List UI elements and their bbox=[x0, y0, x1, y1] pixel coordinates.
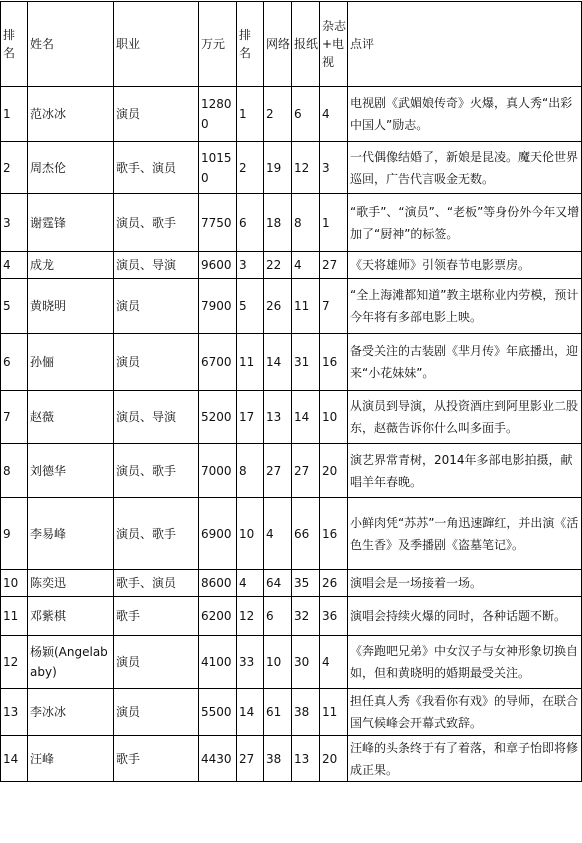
cell-comment: 担任真人秀《我看你有戏》的导师，在联合国气候峰会开幕式致辞。 bbox=[348, 689, 582, 736]
cell-income: 6700 bbox=[199, 334, 237, 391]
cell-newspaper: 35 bbox=[292, 570, 320, 597]
cell-newspaper: 8 bbox=[292, 194, 320, 252]
cell-rank-2: 4 bbox=[237, 570, 264, 597]
cell-rank: 6 bbox=[1, 334, 28, 391]
cell-newspaper: 32 bbox=[292, 597, 320, 636]
cell-newspaper: 27 bbox=[292, 444, 320, 498]
cell-rank: 8 bbox=[1, 444, 28, 498]
cell-name: 赵薇 bbox=[28, 391, 114, 444]
cell-rank-2: 1 bbox=[237, 87, 264, 142]
cell-magazine-tv: 20 bbox=[320, 444, 348, 498]
cell-rank: 7 bbox=[1, 391, 28, 444]
cell-newspaper: 38 bbox=[292, 689, 320, 736]
cell-income: 7000 bbox=[199, 444, 237, 498]
cell-magazine-tv: 27 bbox=[320, 252, 348, 279]
cell-rank: 3 bbox=[1, 194, 28, 252]
cell-occupation: 歌手、演员 bbox=[114, 142, 199, 194]
cell-name: 李冰冰 bbox=[28, 689, 114, 736]
cell-rank-2: 27 bbox=[237, 736, 264, 782]
cell-network: 61 bbox=[264, 689, 292, 736]
table-row bbox=[1, 444, 582, 498]
cell-comment: 《奔跑吧兄弟》中女汉子与女神形象切换自如，但和黄晓明的婚期最受关注。 bbox=[348, 636, 582, 689]
cell-occupation: 演员 bbox=[114, 279, 199, 334]
cell-newspaper: 14 bbox=[292, 391, 320, 444]
cell-comment: 从演员到导演，从投资酒庄到阿里影业二股东，赵薇告诉你什么叫多面手。 bbox=[348, 391, 582, 444]
header-row bbox=[1, 2, 582, 87]
cell-occupation: 歌手、演员 bbox=[114, 570, 199, 597]
cell-name: 成龙 bbox=[28, 252, 114, 279]
cell-rank-2: 33 bbox=[237, 636, 264, 689]
cell-magazine-tv: 1 bbox=[320, 194, 348, 252]
cell-income: 12800 bbox=[199, 87, 237, 142]
cell-income: 10150 bbox=[199, 142, 237, 194]
cell-network: 2 bbox=[264, 87, 292, 142]
header-rank: 排名 bbox=[1, 2, 28, 87]
cell-network: 27 bbox=[264, 444, 292, 498]
cell-name: 李易峰 bbox=[28, 498, 114, 570]
table-row bbox=[1, 597, 582, 636]
cell-comment: 电视剧《武媚娘传奇》火爆，真人秀“出彩中国人”励志。 bbox=[348, 87, 582, 142]
cell-network: 18 bbox=[264, 194, 292, 252]
cell-rank-2: 14 bbox=[237, 689, 264, 736]
cell-income: 7750 bbox=[199, 194, 237, 252]
table-row bbox=[1, 87, 582, 142]
cell-magazine-tv: 4 bbox=[320, 636, 348, 689]
table-row bbox=[1, 334, 582, 391]
cell-rank: 4 bbox=[1, 252, 28, 279]
table-row bbox=[1, 142, 582, 194]
cell-newspaper: 11 bbox=[292, 279, 320, 334]
celebrity-ranking-table bbox=[0, 1, 582, 782]
cell-magazine-tv: 10 bbox=[320, 391, 348, 444]
table-row bbox=[1, 252, 582, 279]
cell-income: 5500 bbox=[199, 689, 237, 736]
cell-comment: 《天将雄师》引领春节电影票房。 bbox=[348, 252, 582, 279]
cell-comment: 演唱会持续火爆的同时，各种话题不断。 bbox=[348, 597, 582, 636]
cell-income: 4100 bbox=[199, 636, 237, 689]
cell-network: 14 bbox=[264, 334, 292, 391]
cell-income: 9600 bbox=[199, 252, 237, 279]
cell-rank-2: 8 bbox=[237, 444, 264, 498]
cell-network: 64 bbox=[264, 570, 292, 597]
cell-magazine-tv: 16 bbox=[320, 334, 348, 391]
cell-rank: 13 bbox=[1, 689, 28, 736]
header-occupation: 职业 bbox=[114, 2, 199, 87]
cell-name: 邓紫棋 bbox=[28, 597, 114, 636]
cell-name: 陈奕迅 bbox=[28, 570, 114, 597]
cell-newspaper: 6 bbox=[292, 87, 320, 142]
cell-magazine-tv: 4 bbox=[320, 87, 348, 142]
cell-comment: 汪峰的头条终于有了着落，和章子怡即将修成正果。 bbox=[348, 736, 582, 782]
cell-name: 刘德华 bbox=[28, 444, 114, 498]
cell-newspaper: 12 bbox=[292, 142, 320, 194]
cell-network: 4 bbox=[264, 498, 292, 570]
cell-network: 10 bbox=[264, 636, 292, 689]
header-newspaper: 报纸 bbox=[292, 2, 320, 87]
cell-newspaper: 31 bbox=[292, 334, 320, 391]
cell-magazine-tv: 11 bbox=[320, 689, 348, 736]
cell-name: 周杰伦 bbox=[28, 142, 114, 194]
cell-occupation: 演员、歌手 bbox=[114, 194, 199, 252]
cell-income: 5200 bbox=[199, 391, 237, 444]
cell-rank-2: 12 bbox=[237, 597, 264, 636]
cell-network: 13 bbox=[264, 391, 292, 444]
cell-rank: 5 bbox=[1, 279, 28, 334]
cell-name: 谢霆锋 bbox=[28, 194, 114, 252]
table-row bbox=[1, 636, 582, 689]
cell-rank: 2 bbox=[1, 142, 28, 194]
cell-name: 黄晓明 bbox=[28, 279, 114, 334]
cell-rank-2: 6 bbox=[237, 194, 264, 252]
table-row bbox=[1, 498, 582, 570]
cell-comment: 一代偶像结婚了，新娘是昆凌。魔天伦世界巡回，广告代言吸金无数。 bbox=[348, 142, 582, 194]
cell-occupation: 演员、歌手 bbox=[114, 498, 199, 570]
cell-comment: 演艺界常青树，2014年多部电影拍摄，献唱羊年春晚。 bbox=[348, 444, 582, 498]
cell-rank-2: 5 bbox=[237, 279, 264, 334]
cell-magazine-tv: 20 bbox=[320, 736, 348, 782]
cell-name: 范冰冰 bbox=[28, 87, 114, 142]
cell-comment: 演唱会是一场接着一场。 bbox=[348, 570, 582, 597]
cell-occupation: 歌手 bbox=[114, 597, 199, 636]
cell-network: 38 bbox=[264, 736, 292, 782]
cell-rank: 9 bbox=[1, 498, 28, 570]
cell-comment: “歌手”、“演员”、“老板”等身份外今年又增加了“厨神”的标签。 bbox=[348, 194, 582, 252]
cell-name: 汪峰 bbox=[28, 736, 114, 782]
cell-newspaper: 13 bbox=[292, 736, 320, 782]
cell-occupation: 演员 bbox=[114, 636, 199, 689]
header-rank-2: 排名 bbox=[237, 2, 264, 87]
cell-magazine-tv: 36 bbox=[320, 597, 348, 636]
cell-occupation: 歌手 bbox=[114, 736, 199, 782]
cell-network: 26 bbox=[264, 279, 292, 334]
cell-magazine-tv: 26 bbox=[320, 570, 348, 597]
cell-occupation: 演员 bbox=[114, 334, 199, 391]
header-comment: 点评 bbox=[348, 2, 582, 87]
header-network: 网络 bbox=[264, 2, 292, 87]
cell-network: 6 bbox=[264, 597, 292, 636]
table-row bbox=[1, 391, 582, 444]
cell-income: 7900 bbox=[199, 279, 237, 334]
cell-rank-2: 11 bbox=[237, 334, 264, 391]
header-income: 万元 bbox=[199, 2, 237, 87]
cell-comment: 小鲜肉凭“苏苏”一角迅速蹿红，并出演《活色生香》及季播剧《盗墓笔记》。 bbox=[348, 498, 582, 570]
cell-network: 22 bbox=[264, 252, 292, 279]
cell-occupation: 演员、导演 bbox=[114, 252, 199, 279]
table-row bbox=[1, 194, 582, 252]
cell-occupation: 演员 bbox=[114, 87, 199, 142]
cell-rank: 10 bbox=[1, 570, 28, 597]
cell-magazine-tv: 7 bbox=[320, 279, 348, 334]
header-magazine-tv: 杂志+电视 bbox=[320, 2, 348, 87]
cell-magazine-tv: 3 bbox=[320, 142, 348, 194]
cell-magazine-tv: 16 bbox=[320, 498, 348, 570]
cell-rank-2: 10 bbox=[237, 498, 264, 570]
cell-income: 6200 bbox=[199, 597, 237, 636]
cell-newspaper: 30 bbox=[292, 636, 320, 689]
cell-income: 4430 bbox=[199, 736, 237, 782]
cell-occupation: 演员、歌手 bbox=[114, 444, 199, 498]
cell-comment: 备受关注的古装剧《芈月传》年底播出，迎来“小花妹妹”。 bbox=[348, 334, 582, 391]
cell-newspaper: 66 bbox=[292, 498, 320, 570]
header-name: 姓名 bbox=[28, 2, 114, 87]
cell-occupation: 演员 bbox=[114, 689, 199, 736]
cell-rank-2: 3 bbox=[237, 252, 264, 279]
cell-rank: 11 bbox=[1, 597, 28, 636]
cell-rank: 14 bbox=[1, 736, 28, 782]
table-row bbox=[1, 689, 582, 736]
cell-newspaper: 4 bbox=[292, 252, 320, 279]
cell-name: 孙俪 bbox=[28, 334, 114, 391]
cell-comment: “全上海滩都知道”教主堪称业内劳模，预计今年将有多部电影上映。 bbox=[348, 279, 582, 334]
cell-occupation: 演员、导演 bbox=[114, 391, 199, 444]
cell-rank: 12 bbox=[1, 636, 28, 689]
cell-income: 8600 bbox=[199, 570, 237, 597]
table-row bbox=[1, 279, 582, 334]
table-row bbox=[1, 736, 582, 782]
cell-network: 19 bbox=[264, 142, 292, 194]
cell-name: 杨颖(Angelababy) bbox=[28, 636, 114, 689]
cell-rank: 1 bbox=[1, 87, 28, 142]
table-row bbox=[1, 570, 582, 597]
cell-income: 6900 bbox=[199, 498, 237, 570]
cell-rank-2: 2 bbox=[237, 142, 264, 194]
cell-rank-2: 17 bbox=[237, 391, 264, 444]
